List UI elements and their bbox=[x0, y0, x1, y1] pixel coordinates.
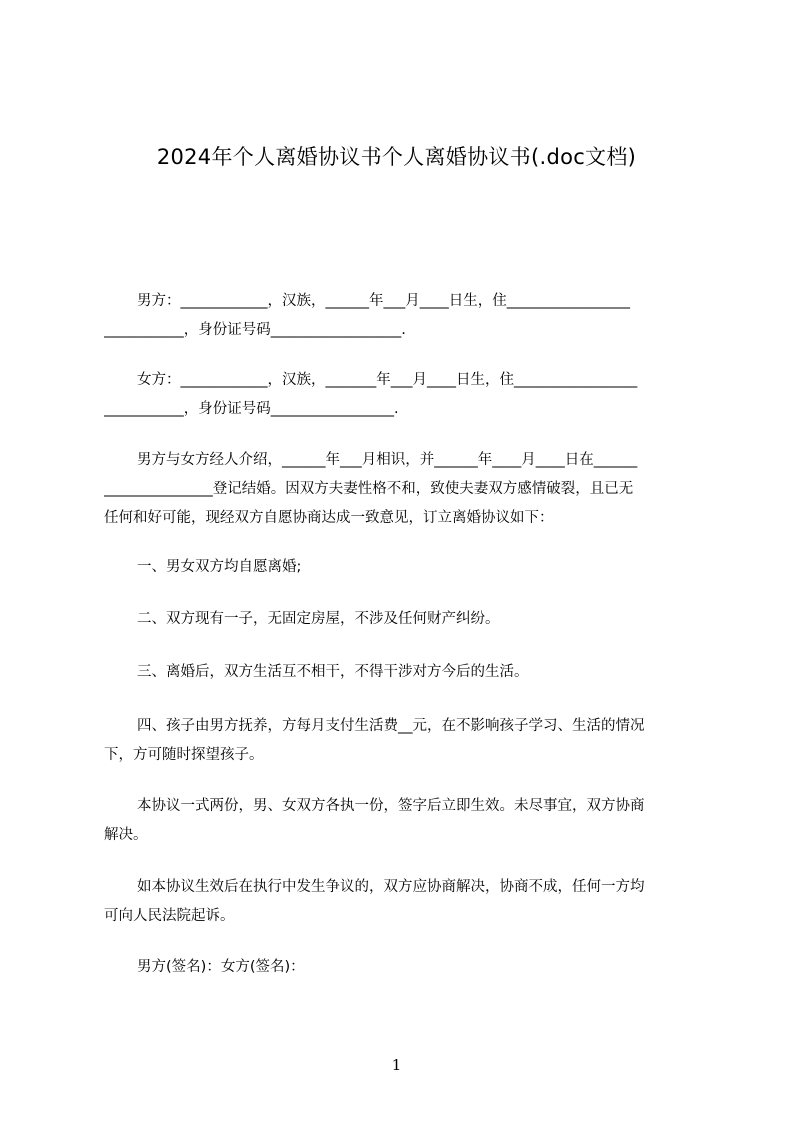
intro-line-3: 任何和好可能，现经双方自愿协商达成一致意见，订立离婚协议如下： bbox=[104, 510, 554, 526]
signature-line bbox=[104, 953, 702, 982]
male-party-line-2: ___________，身份证号码__________________. bbox=[104, 322, 406, 338]
dispute-line-2: 可向人民法院起诉。 bbox=[104, 908, 235, 924]
female-party-paragraph bbox=[104, 366, 702, 424]
clause-4 bbox=[104, 712, 702, 770]
clause-1 bbox=[104, 553, 702, 582]
page-number: 1 bbox=[391, 1056, 402, 1074]
clause-4-line-1: 四、孩子由男方抚养，方每月支付生活费__元，在不影响孩子学习、生活的情况 bbox=[137, 718, 645, 734]
female-party-line-1: 女方：____________，汉族，_______年___月____日生，住_________________ bbox=[137, 372, 638, 388]
copies-line-1: 本协议一式两份，男、女双方各执一份，签字后立即生效。未尽事宜，双方协商 bbox=[137, 798, 645, 814]
male-party-paragraph bbox=[104, 287, 702, 345]
clause-2 bbox=[104, 605, 702, 634]
clause-3 bbox=[104, 658, 702, 687]
signature-text: 男方(签名)：女方(签名)： bbox=[137, 959, 305, 975]
intro-line-2: _______________登记结婚。因双方夫妻性格不和，致使夫妻双方感情破裂，且已无 bbox=[104, 481, 634, 497]
female-party-line-2: ___________，身份证号码_________________. bbox=[104, 401, 399, 417]
clause-2-text: 二、双方现有一子，无固定房屋，不涉及任何财产纠纷。 bbox=[137, 611, 500, 627]
intro-paragraph bbox=[104, 446, 702, 533]
copies-line-2: 解决。 bbox=[104, 827, 148, 843]
clause-3-text: 三、离婚后，双方生活互不相干，不得干涉对方今后的生活。 bbox=[137, 664, 529, 680]
clause-4-line-2: 下，方可随时探望孩子。 bbox=[104, 747, 264, 763]
dispute-paragraph bbox=[104, 873, 702, 931]
dispute-line-1: 如本协议生效后在执行中发生争议的，双方应协商解决，协商不成，任何一方均 bbox=[137, 879, 645, 895]
document-title: 2024年个人离婚协议书个人离婚协议书(.doc文档) bbox=[156, 145, 637, 169]
male-party-line-1: 男方：____________，汉族，______年___月____日生，住_________________ bbox=[137, 293, 630, 309]
intro-line-1: 男方与女方经人介绍，______年___月相识，并______年____月____日在______ bbox=[137, 452, 638, 468]
clause-1-text: 一、男女双方均自愿离婚; bbox=[137, 559, 302, 575]
copies-paragraph bbox=[104, 792, 702, 850]
